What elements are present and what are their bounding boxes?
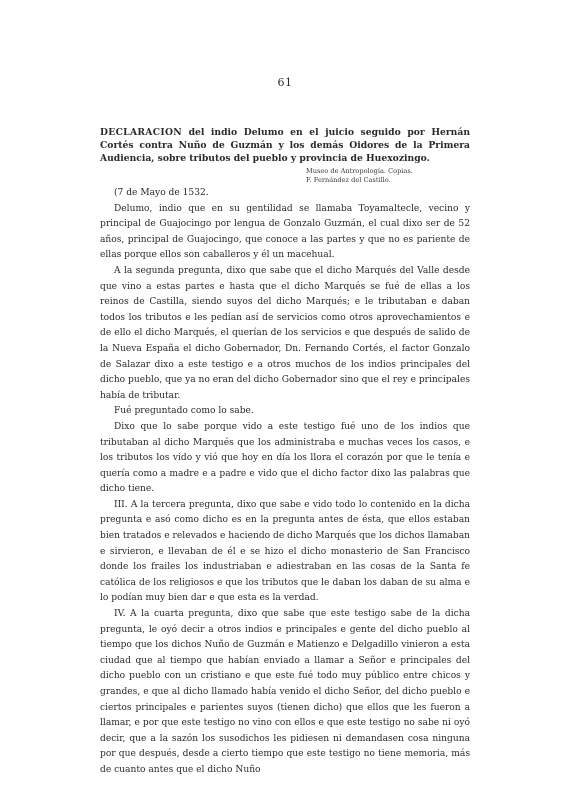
document-heading — [100, 126, 470, 165]
citation-line: F. Fernández del Castillo. — [306, 176, 391, 184]
document-body — [100, 186, 470, 779]
citation-line: Museo de Antropología. Copias. — [306, 167, 413, 175]
source-citation — [306, 167, 476, 185]
heading-text: del indio Delumo en el juicio seguido por Hernán Cortés contra Nuño de Guzmán y los demás Oidores de la Primera Audiencia, sobre tributos del pueblo y provincia de Huexozingo. — [100, 127, 470, 164]
paragraph: A la segunda pregunta, dixo que sabe que el dicho Marqués del Valle desde que vino a estas partes e hasta que el dicho Marqués se fué de ellas a los reinos de Castilla, siendo suyos del dicho Marqués; e le tributaban e daban todos los tributos e les pedían así de servicios como otros aprovechamientos e de ello el dicho Marqués, el querían de los servicios e que después de salido de la Nueva España el dicho Gobernador, Dn. Fernando Cortés, el factor Gonzalo de Salazar dixo a este testigo e a otros muchos de los indios principales del dicho pueblo, que ya no eran del dicho Gobernador sino que el rey e principales había de tributar. — [100, 265, 470, 401]
paragraph: Dixo que lo sabe porque vido a este testigo fué uno de los indios que tributaban al dicho Marqués que los administraba e muchas veces los casos, e los tributos los vido y vió que hoy en día los llora el corazón por que le tenía e quería como a madre e a padre e vido que el dicho factor dixo las palabras que dicho tiene. — [100, 421, 470, 495]
page-number: 61 — [277, 76, 293, 89]
paragraph: IV. A la cuarta pregunta, dixo que sabe que este testigo sabe de la dicha pregunta, le oyó decir a otros indios e principales e gente del dicho pueblo al tiempo que los dichos Nuño de Guzmán e Matienzo e Delgadillo vinieron a esta ciudad que al tiempo que habían enviado a llamar a Señor e principales del dicho pueblo con un cristiano e que este fué todo muy público entre chicos y grandes, e que al dicho llamado había venido el dicho Señor, del dicho pueblo e ciertos principales e parientes suyos (tienen dicho) que ellos que les fueron a llamar, e por que este testigo no vino con ellos e que este testigo no sabe ni oyó decir, que a la sazón los susodichos les pidiesen ni demandasen cosa ninguna por que después, desde a cierto tiempo que este testigo no tiene memoria, más de cuanto antes que el dicho Nuño — [100, 609, 470, 775]
paragraph: III. A la tercera pregunta, dixo que sabe e vido todo lo contenido en la dicha pregunta e asó como dicho es en la pregunta antes de ésta, que ellos estaban bien tratados e relevados e haciendo de dicho Marqués que los dichos llamaban e sirvieron, e llevaban de él e se hizo el dicho monasterio de San Francisco donde los frailes los industriaban e adiestraban en las cosas de la Santa fe católica de los religiosos e que los tributos que le daban los daban de su alma e lo podían muy bien dar e que esta es la verdad. — [100, 499, 470, 604]
paragraph: Delumo, indio que en su gentilidad se llamaba Toyamaltecle, vecino y principal de Guajocingo por lengua de Gonzalo Guzmán, el cual dixo ser de 52 años, principal de Guajocingo, que conoce a las partes y que no es pariente de ellas porque ellos son caballeros y él un macehual. — [100, 203, 470, 261]
heading-lead: DECLARACION — [100, 127, 182, 138]
date-line: (7 de Mayo de 1532. — [114, 188, 209, 198]
paragraph: Fué preguntado como lo sabe. — [114, 406, 254, 417]
